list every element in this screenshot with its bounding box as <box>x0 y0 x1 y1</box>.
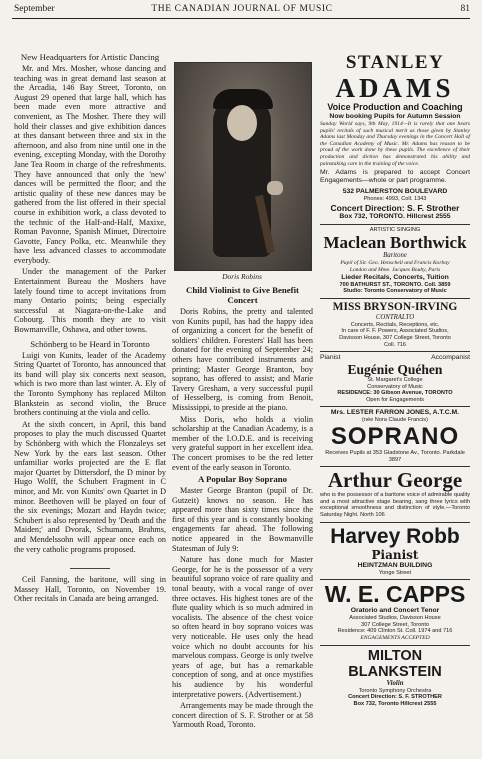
ad-stanley-adams <box>320 50 470 225</box>
ad-direction: Concert Direction: S. F. STROTHER <box>348 694 442 701</box>
ad-text: In care of F. F. Powers, Associated Studios, <box>341 328 449 335</box>
ad-role: Pianist <box>320 354 341 362</box>
ad-role: SOPRANO <box>330 423 460 451</box>
paragraph: Ceil Fanning, the baritone, will sing in Massey Hall, Toronto, on November 19. Other recitals in Canada are being arranged. <box>14 575 166 604</box>
ad-role: Voice Production and Coaching <box>327 102 463 112</box>
headline-boy-soprano: A Popular Boy Soprano <box>197 474 288 485</box>
paragraph: Arrangements may be made through the concert direction of S. F. Strother or at 58 Yarmouth Road, Toronto. <box>172 701 313 730</box>
ad-name: MISS BRYSON-IRVING <box>332 300 458 313</box>
ad-address: 700 BATHURST ST., TORONTO. Coll. 3859 <box>339 281 451 288</box>
ad-name: Maclean Borthwick <box>323 233 467 253</box>
ad-quehen <box>320 352 470 407</box>
ad-studio: Studio: Toronto Conservatory of Music <box>343 288 447 295</box>
ad-role: Oratorio and Concert Tenor <box>350 607 440 615</box>
ad-name: Arthur George <box>327 468 463 493</box>
ad-role: CONTRALTO <box>375 313 415 321</box>
ad-blankstein <box>320 646 470 711</box>
headline-schonberg: Schönberg to be Heard in Toronto <box>30 338 150 349</box>
paragraph: Miss Doris, who holds a violin scholarship at the Canadian Academy, is a member of the I.O.D.E. and is receiving very grateful support in her excellent idea. The concert promises to be the red letter event of the early season in Toronto. <box>172 414 313 472</box>
ad-name: Harvey Robb <box>330 524 460 548</box>
ad-role: Baritone <box>383 252 407 260</box>
ad-text: Associated Studios, Davisson House <box>349 615 441 622</box>
advertisement-column <box>320 50 470 710</box>
column-left <box>14 50 166 606</box>
ad-name: Eugénie Quéhen <box>347 362 443 378</box>
ad-name: ADAMS <box>335 73 455 103</box>
paragraph: Luigi von Kunits, leader of the Academy String Quartet of Toronto, has announced that its band will play six concerts next season, which is two more than last winter. A. Ely of the Toronto Symphony has replaced Milton Blankstein as second violin, the Bruce brothers continuing at the viola and cello. <box>14 350 166 418</box>
paragraph: Mr. and Mrs. Mosher, whose dancing and teaching was in great demand last season at the Arcadia, 146 Bay Street, Toronto, on August 29 opened that large hall, which has been made even more attractive and convenient, as The Mosher. There they will hold their classes and give exhibition dances at thes dansant between three and six in the afternoon, and also from nine until one in the evening, excepting Monday, with the Dorothy Jane Tea Room in charge of the refreshments. They have announced that only the 'new' dances will be permitted the floor; and the artistic quality of these new dances may be gathered from the list offered in their special course in exhibition work, a class devoted to the technic of the Half-and-Half, Maxixe, Roman Pavonne, Spanish Minuet, Directoire Gavotte, Fancy Polka, etc. Meanwhile they have less advanced classes to accommodate everybody. <box>14 64 166 265</box>
ad-phones: Phones: 4993, Coll. 1343 <box>363 196 427 203</box>
ad-farron-jones <box>320 407 470 467</box>
ad-text: Coll. 716 <box>383 341 407 348</box>
journal-title: THE CANADIAN JOURNAL OF MUSIC <box>151 4 333 14</box>
ad-kicker: ARTISTIC SINGING <box>369 226 421 233</box>
ad-text: Pupil of Sir. Geo. Henschell and Francis Korbay <box>340 260 450 267</box>
ad-harvey-robb <box>320 523 470 581</box>
separator <box>70 568 110 569</box>
ad-text: Open for Engagements <box>366 396 424 403</box>
ad-text: Toronto Symphony Orchestra <box>358 687 432 694</box>
headline-headquarters: New Headquarters for Artistic Dancing <box>20 52 160 62</box>
header-rule <box>12 18 470 19</box>
page-header <box>14 4 470 18</box>
ad-text: Yonge Street <box>378 569 412 576</box>
ad-text: 307 College Street, Toronto <box>361 621 429 628</box>
ad-role: Violin <box>386 679 404 687</box>
ad-name: STANLEY <box>345 52 445 73</box>
paragraph: At the sixth concert, in April, this band proposes to play the much discussed Quartet by Schönberg with which the Flonzaleys set New York by the ears last season. Other unfamiliar works projected are the E flat major Quartet by Dittersdorf, the D minor by Hugo Wolff, the Schubert Fragment in C minor, and Mr. von Kunits' own Quartet in D minor. Beethoven will be played on four of the six evenings; Mozart and Haydn twice; Schubert is also represented by 'Death and the Maiden;' and Dvorak, Schumann, Brahms, and Mendelssohn will appear once each on the very catholic programs proposed. <box>14 419 166 554</box>
ad-quote: Sunday World says, 9th May, 1914—It is rarely that one hears pupils' recitals of such musical merit as those given by Stanley Adams last Monday and Thursday evenings in the Concert Hall of the Canadian Academy of Music. Mr. Adams has reason to be proud of the work done by these pupils. The excellence of their production and diction has demonstrated his ability and painstaking care in the training of the voice. <box>320 121 470 167</box>
ad-arthur-george <box>320 467 470 522</box>
ad-name: MILTON BLANKSTEIN <box>348 647 442 680</box>
ad-text: Mr. Adams is prepared to accept Concert Engagements—whole or part programme. <box>320 169 470 185</box>
ad-borthwick <box>320 225 470 299</box>
ad-text: Residence: 409 Clinton St. Coll. 1974 and 716 <box>337 628 453 635</box>
ad-box: Box 732, TORONTO. Hillcrest 2555 <box>339 212 451 220</box>
paragraph-quote: Nature has done much for Master George, for he is the possessor of a very beautiful soprano voice of rare quality and tonal beauty, with a vocal range of over three octaves. His highest tones are of the flute quality which is so much admired in vocalists. The absence of the chest voice so often heard in boy soprano voices was very noticeable. He uses only the head voice which no doubt accounts for his marvelous compass. George is only twelve years of age, but has a remarkable conception of song, and at once mystifies his audience by his wonderful interpretative powers. (Advertisement.) <box>172 555 313 699</box>
ad-role-row <box>320 354 470 362</box>
portrait-photo <box>174 62 312 271</box>
ad-address: 532 PALMERSTON BOULEVARD <box>342 188 448 196</box>
ad-text: Lieder Recitals, Concerts, Tuition <box>341 273 449 281</box>
ad-bryson-irving <box>320 299 470 352</box>
page-number: 81 <box>460 4 470 14</box>
ad-text: ENGAGEMENTS ACCEPTED <box>360 635 430 641</box>
ad-address: RESIDENCE: 30 Gibson Avenue, TORONTO <box>337 390 453 397</box>
ad-text: London and Mme. Jacques Bouhy, Paris <box>349 266 441 273</box>
ad-text: Davisson House, 307 College Street, Toronto <box>339 334 451 341</box>
ad-role: Accompanist <box>431 354 470 362</box>
ad-capps <box>320 580 470 645</box>
ad-text: Receives Pupils at 353 Gladstone Av., Toronto. Parkdale 3897 <box>325 450 465 463</box>
photo-caption: Doris Robins <box>222 272 262 281</box>
ad-name: Mrs. LESTER FARRON JONES, A.T.C.M. <box>330 409 460 417</box>
paragraph: Doris Robins, the pretty and talented von Kunits pupil, has had the happy idea of organizing a concert for the benefit of soldiers' children. Foresters' Hall has been donated for the evening of September 24; others have contributed instruments and printing; Master George Branton, boy soprano, has offered to assist; and Marie Tavery Gresham, a very successful pupil of Hesselberg, is coming from Benoit, Mississippi, to preside at the piano. <box>172 307 313 412</box>
ad-text: Concerts, Recitals, Receptions, etc. <box>350 321 440 328</box>
ad-text: Now booking Pupils for Autumn Session <box>329 113 461 120</box>
ad-role: Pianist <box>371 547 419 562</box>
paragraph: Master George Branton (pupil of Dr. Gutzeit) knows no season. He has appeared more than sixty times since the first of this year and is constantly booking engagements far ahead. The following notice appeared in the Bowmanville Statesman of July 9: <box>172 486 313 553</box>
ad-direction: Concert Direction: S. F. Strother <box>330 202 460 213</box>
ad-text: Conservatory of Music <box>367 383 423 390</box>
ad-name: W. E. CAPPS <box>324 581 466 608</box>
ad-text: St. Margaret's College <box>367 377 423 384</box>
ad-text: (née Nora Claude Francis) <box>362 417 428 424</box>
paragraph: Under the management of the Parker Entertainment Bureau the Moshers have lately found time to accept invitations from many Ontario points; being especially successful at Niagara-on-the-Lake and Cobourg. This month they are to visit Bowmanville, Oshawa, and other towns. <box>14 267 166 335</box>
ad-text: HEINTZMAN BUILDING <box>357 561 433 569</box>
ad-text: who is the possessor of a baritone voice of admirable quality and a most attractive stage bearing, sang three lyrics with exceptional smoothness and distinction of style.—Toronto Saturday Night. North 106 <box>320 492 470 519</box>
headline-child-violinist: Child Violinist to Give Benefit Concert <box>186 285 299 305</box>
ad-box: Box 732, Toronto Hillcrest 2555 <box>353 700 437 707</box>
column-middle <box>172 283 313 732</box>
header-month: September <box>14 4 55 14</box>
